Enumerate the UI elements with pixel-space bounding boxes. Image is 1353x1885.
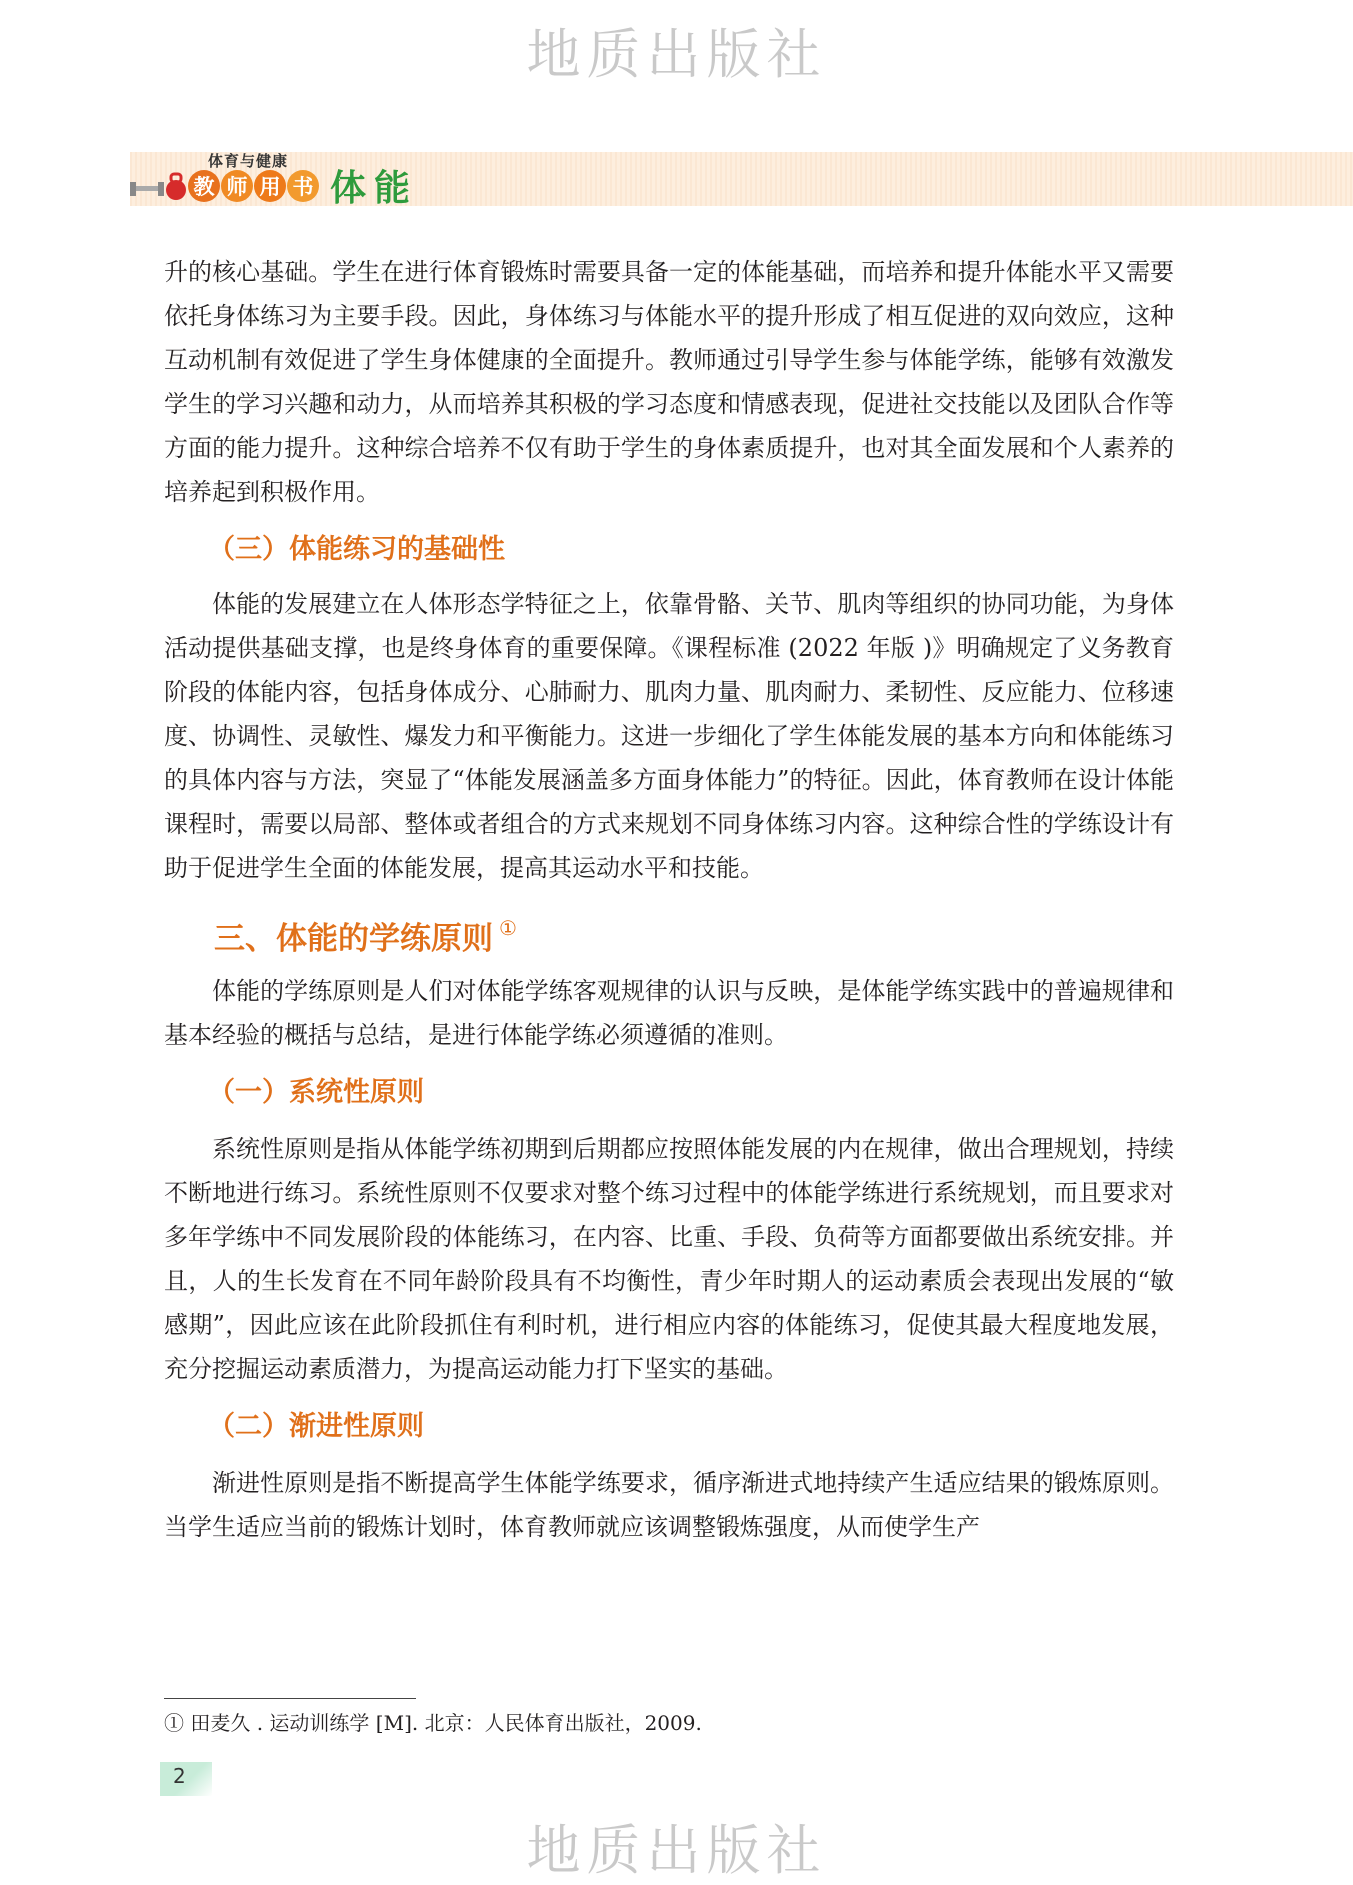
- paragraph-2: 体能的发展建立在人体形态学特征之上，依靠骨骼、关节、肌肉等组织的协同功能，为身体活动提供基础支撑，也是终身体育的重要保障。《课程标准 (2022 年版 )》明确规定了义务教育阶段的体能内容，包括身体成分、心肺耐力、肌肉力量、肌肉耐力、柔韧性、反应能力、位移速度、协调性、灵敏性、爆发力和平衡能力。这进一步细化了学生体能发展的基本方向和体能练习的具体内容与方法，突显了“体能发展涵盖多方面身体能力”的特征。因此，体育教师在设计体能课程时，需要以局部、整体或者组合的方式来规划不同身体练习内容。这种综合性的学练设计有助于促进学生全面的体能发展，提高其运动水平和技能。: [164, 590, 1174, 882]
- heading-yi: （一）系统性原则: [208, 1077, 424, 1108]
- heading-er: （二）渐进性原则: [208, 1411, 424, 1442]
- section-heading-text: 三、体能的学练原则: [214, 921, 493, 957]
- paragraph-4: 系统性原则是指从体能学练初期到后期都应按照体能发展的内在规律，做出合理规划，持续不断地进行练习。系统性原则不仅要求对整个练习过程中的体能学练进行系统规划，而且要求对多年学练中不同发展阶段的体能练习，在内容、比重、手段、负荷等方面都要做出系统安排。并且，人的生长发育在不同年龄阶段具有不均衡性，青少年时期人的运动素质会表现出发展的“敏感期”，因此应该在此阶段抓住有利时机，进行相应内容的体能练习，促使其最大程度地发展，充分挖掘运动素质潜力，为提高运动能力打下坚实的基础。: [164, 1135, 1174, 1383]
- book-char-1: 教: [188, 170, 220, 202]
- book-logo: [128, 150, 448, 208]
- series-subtitle: 体育与健康: [208, 152, 289, 170]
- watermark-bottom: 地质出版社: [526, 1819, 827, 1882]
- dumbbell-kettlebell-icon: [128, 164, 188, 204]
- book-title: 体能: [330, 168, 419, 209]
- page-body: [164, 250, 1174, 1549]
- footnote: ① 田麦久 . 运动训练学 [M]. 北京：人民体育出版社，2009.: [164, 1711, 702, 1735]
- page-number-badge: [160, 1762, 212, 1796]
- footnote-divider: [164, 1698, 416, 1699]
- book-char-2: 师: [221, 170, 253, 202]
- heading-san: （三）体能练习的基础性: [208, 534, 505, 565]
- watermark-top: 地质出版社: [526, 23, 827, 86]
- paragraph-5: 渐进性原则是指不断提高学生体能学练要求，循序渐进式地持续产生适应结果的锻炼原则。当学生适应当前的锻炼计划时，体育教师就应该调整锻炼强度，从而使学生产: [164, 1469, 1174, 1541]
- book-char-4: 书: [287, 170, 319, 202]
- book-type-circles: [188, 170, 320, 202]
- section-heading: [164, 902, 1174, 965]
- book-char-3: 用: [254, 170, 286, 202]
- paragraph-3: 体能的学练原则是人们对体能学练客观规律的认识与反映，是体能学练实践中的普遍规律和基本经验的概括与总结，是进行体能学练必须遵循的准则。: [164, 977, 1174, 1049]
- paragraph-1: 升的核心基础。学生在进行体育锻炼时需要具备一定的体能基础，而培养和提升体能水平又需要依托身体练习为主要手段。因此，身体练习与体能水平的提升形成了相互促进的双向效应，这种互动机制有效促进了学生身体健康的全面提升。教师通过引导学生参与体能学练，能够有效激发学生的学习兴趣和动力，从而培养其积极的学习态度和情感表现，促进社交技能以及团队合作等方面的能力提升。这种综合培养不仅有助于学生的身体素质提升，也对其全面发展和个人素养的培养起到积极作用。: [164, 258, 1174, 506]
- page-number: 2: [173, 1764, 186, 1788]
- footnote-marker: ①: [499, 916, 517, 940]
